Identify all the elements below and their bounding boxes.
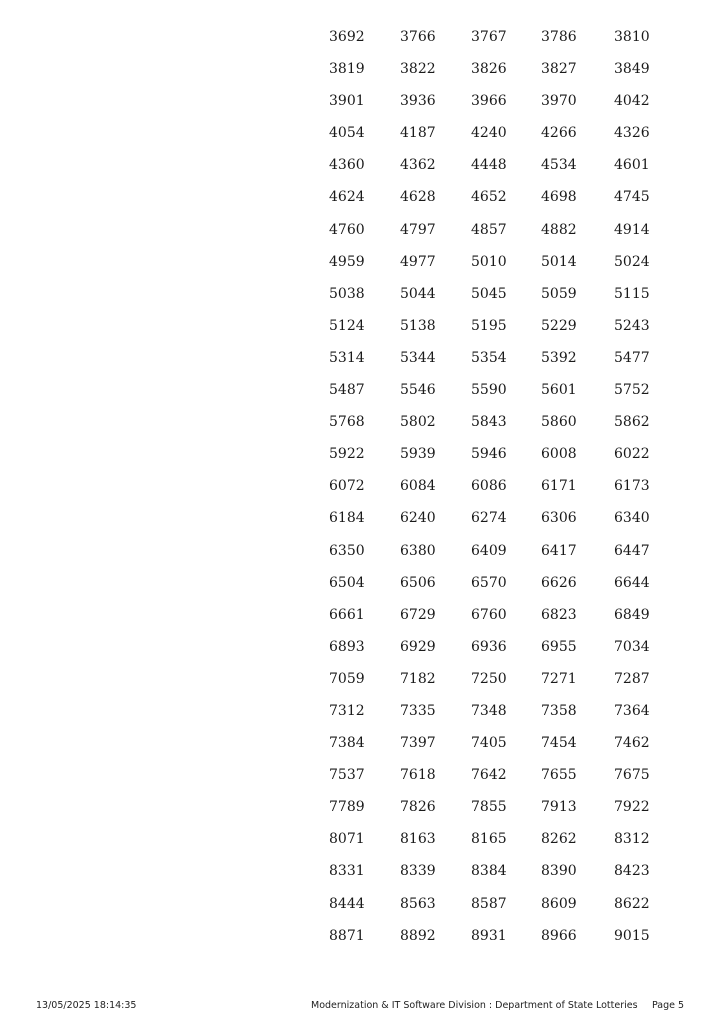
number-cell: 6936 bbox=[471, 638, 507, 655]
number-cell: 6570 bbox=[471, 574, 507, 591]
number-cell: 5546 bbox=[400, 382, 436, 399]
number-cell: 7348 bbox=[471, 702, 507, 719]
number-cell: 7034 bbox=[614, 638, 650, 655]
number-cell: 4977 bbox=[400, 253, 436, 270]
number-cell: 5487 bbox=[329, 382, 365, 399]
number-cell: 4624 bbox=[329, 189, 365, 206]
number-cell: 7462 bbox=[614, 735, 650, 752]
number-cell: 6171 bbox=[541, 478, 577, 495]
number-cell: 5138 bbox=[400, 317, 436, 334]
number-cell: 6086 bbox=[471, 478, 507, 495]
number-cell: 6760 bbox=[471, 606, 507, 623]
number-cell: 8966 bbox=[541, 927, 577, 944]
number-cell: 6340 bbox=[614, 510, 650, 527]
number-cell: 3786 bbox=[541, 29, 577, 45]
number-cell: 8622 bbox=[614, 895, 650, 912]
number-cell: 4760 bbox=[329, 221, 365, 238]
number-cell: 7271 bbox=[541, 670, 577, 687]
number-cell: 6893 bbox=[329, 638, 365, 655]
number-cell: 4054 bbox=[329, 125, 365, 142]
number-cell: 6626 bbox=[541, 574, 577, 591]
number-cell: 6350 bbox=[329, 542, 365, 559]
number-cell: 8262 bbox=[541, 831, 577, 848]
number-cell: 6447 bbox=[614, 542, 650, 559]
number-cell: 5115 bbox=[614, 285, 650, 302]
number-cell: 3849 bbox=[614, 61, 650, 78]
number-cell: 5939 bbox=[400, 446, 436, 463]
number-cell: 3822 bbox=[400, 61, 436, 78]
number-cell: 4362 bbox=[400, 157, 436, 174]
number-cell: 6380 bbox=[400, 542, 436, 559]
number-cell: 7358 bbox=[541, 702, 577, 719]
number-cell: 5010 bbox=[471, 253, 507, 270]
number-cell: 3901 bbox=[329, 93, 365, 110]
number-cell: 6955 bbox=[541, 638, 577, 655]
number-cell: 7789 bbox=[329, 799, 365, 816]
number-cell: 4797 bbox=[400, 221, 436, 238]
number-cell: 8871 bbox=[329, 927, 365, 944]
number-cell: 6644 bbox=[614, 574, 650, 591]
number-cell: 7454 bbox=[541, 735, 577, 752]
number-cell: 5038 bbox=[329, 285, 365, 302]
number-cell: 4326 bbox=[614, 125, 650, 142]
number-cell: 6506 bbox=[400, 574, 436, 591]
number-cell: 6022 bbox=[614, 446, 650, 463]
number-cell: 7312 bbox=[329, 702, 365, 719]
number-cell: 8165 bbox=[471, 831, 507, 848]
number-cell: 3810 bbox=[614, 29, 650, 45]
number-cell: 7059 bbox=[329, 670, 365, 687]
number-cell: 5229 bbox=[541, 317, 577, 334]
number-cell: 6849 bbox=[614, 606, 650, 623]
number-cell: 6084 bbox=[400, 478, 436, 495]
number-cell: 5477 bbox=[614, 349, 650, 366]
number-cell: 5590 bbox=[471, 382, 507, 399]
number-cell: 7618 bbox=[400, 767, 436, 784]
number-cell: 3966 bbox=[471, 93, 507, 110]
number-cell: 5045 bbox=[471, 285, 507, 302]
number-cell: 8931 bbox=[471, 927, 507, 944]
number-cell: 6823 bbox=[541, 606, 577, 623]
number-cell: 7250 bbox=[471, 670, 507, 687]
number-cell: 5354 bbox=[471, 349, 507, 366]
number-cell: 5044 bbox=[400, 285, 436, 302]
number-cell: 4959 bbox=[329, 253, 365, 270]
number-cell: 7655 bbox=[541, 767, 577, 784]
number-cell: 7913 bbox=[541, 799, 577, 816]
number-cell: 5344 bbox=[400, 349, 436, 366]
number-cell: 7335 bbox=[400, 702, 436, 719]
footer-timestamp: 13/05/2025 18:14:35 bbox=[36, 1000, 137, 1011]
page-footer bbox=[0, 1000, 724, 1014]
number-cell: 6306 bbox=[541, 510, 577, 527]
number-cell: 4448 bbox=[471, 157, 507, 174]
number-cell: 5195 bbox=[471, 317, 507, 334]
number-cell: 5843 bbox=[471, 414, 507, 431]
number-cell: 7405 bbox=[471, 735, 507, 752]
number-cell: 8609 bbox=[541, 895, 577, 912]
number-cell: 7922 bbox=[614, 799, 650, 816]
number-cell: 4187 bbox=[400, 125, 436, 142]
number-cell: 5922 bbox=[329, 446, 365, 463]
number-cell: 6274 bbox=[471, 510, 507, 527]
number-cell: 5392 bbox=[541, 349, 577, 366]
number-cell: 3970 bbox=[541, 93, 577, 110]
number-cell: 8384 bbox=[471, 863, 507, 880]
number-cell: 8587 bbox=[471, 895, 507, 912]
number-cell: 6409 bbox=[471, 542, 507, 559]
number-cell: 4534 bbox=[541, 157, 577, 174]
number-cell: 4266 bbox=[541, 125, 577, 142]
number-cell: 6173 bbox=[614, 478, 650, 495]
number-cell: 6417 bbox=[541, 542, 577, 559]
number-cell: 8892 bbox=[400, 927, 436, 944]
number-cell: 5802 bbox=[400, 414, 436, 431]
number-cell: 8339 bbox=[400, 863, 436, 880]
number-cell: 5752 bbox=[614, 382, 650, 399]
number-cell: 5243 bbox=[614, 317, 650, 334]
number-cell: 5601 bbox=[541, 382, 577, 399]
number-cell: 6729 bbox=[400, 606, 436, 623]
number-cell: 4882 bbox=[541, 221, 577, 238]
number-cell: 7182 bbox=[400, 670, 436, 687]
number-cell: 5024 bbox=[614, 253, 650, 270]
number-cell: 6661 bbox=[329, 606, 365, 623]
number-cell: 8163 bbox=[400, 831, 436, 848]
number-cell: 7287 bbox=[614, 670, 650, 687]
number-cell: 8563 bbox=[400, 895, 436, 912]
number-cell: 6184 bbox=[329, 510, 365, 527]
number-cell: 4042 bbox=[614, 93, 650, 110]
number-cell: 4601 bbox=[614, 157, 650, 174]
number-cell: 8071 bbox=[329, 831, 365, 848]
footer-organization: Modernization & IT Software Division : Department of State Lotteries bbox=[311, 1000, 638, 1011]
number-cell: 5768 bbox=[329, 414, 365, 431]
number-cell: 7826 bbox=[400, 799, 436, 816]
number-cell: 4745 bbox=[614, 189, 650, 206]
number-cell: 5059 bbox=[541, 285, 577, 302]
number-cell: 4698 bbox=[541, 189, 577, 206]
number-cell: 5860 bbox=[541, 414, 577, 431]
number-cell: 4652 bbox=[471, 189, 507, 206]
number-cell: 5014 bbox=[541, 253, 577, 270]
number-cell: 8444 bbox=[329, 895, 365, 912]
number-cell: 5862 bbox=[614, 414, 650, 431]
number-cell: 6504 bbox=[329, 574, 365, 591]
number-cell: 7855 bbox=[471, 799, 507, 816]
number-cell: 3826 bbox=[471, 61, 507, 78]
number-cell: 5314 bbox=[329, 349, 365, 366]
number-cell: 4914 bbox=[614, 221, 650, 238]
number-cell: 3819 bbox=[329, 61, 365, 78]
number-cell: 6072 bbox=[329, 478, 365, 495]
number-cell: 3767 bbox=[471, 29, 507, 45]
number-cell: 3936 bbox=[400, 93, 436, 110]
number-cell: 7364 bbox=[614, 702, 650, 719]
number-cell: 3827 bbox=[541, 61, 577, 78]
number-cell: 3766 bbox=[400, 29, 436, 45]
number-cell: 4857 bbox=[471, 221, 507, 238]
number-cell: 5124 bbox=[329, 317, 365, 334]
footer-page-number: Page 5 bbox=[652, 1000, 685, 1011]
number-cell: 9015 bbox=[614, 927, 650, 944]
number-cell: 7384 bbox=[329, 735, 365, 752]
number-cell: 5946 bbox=[471, 446, 507, 463]
number-cell: 7642 bbox=[471, 767, 507, 784]
number-cell: 4240 bbox=[471, 125, 507, 142]
number-cell: 8423 bbox=[614, 863, 650, 880]
number-cell: 8312 bbox=[614, 831, 650, 848]
number-cell: 6240 bbox=[400, 510, 436, 527]
number-cell: 6008 bbox=[541, 446, 577, 463]
number-cell: 8390 bbox=[541, 863, 577, 880]
number-cell: 4360 bbox=[329, 157, 365, 174]
number-cell: 8331 bbox=[329, 863, 365, 880]
number-cell: 7397 bbox=[400, 735, 436, 752]
number-cell: 4628 bbox=[400, 189, 436, 206]
number-cell: 6929 bbox=[400, 638, 436, 655]
number-cell: 7675 bbox=[614, 767, 650, 784]
number-cell: 3692 bbox=[329, 29, 365, 45]
winning-numbers-grid bbox=[329, 24, 689, 955]
number-cell: 7537 bbox=[329, 767, 365, 784]
